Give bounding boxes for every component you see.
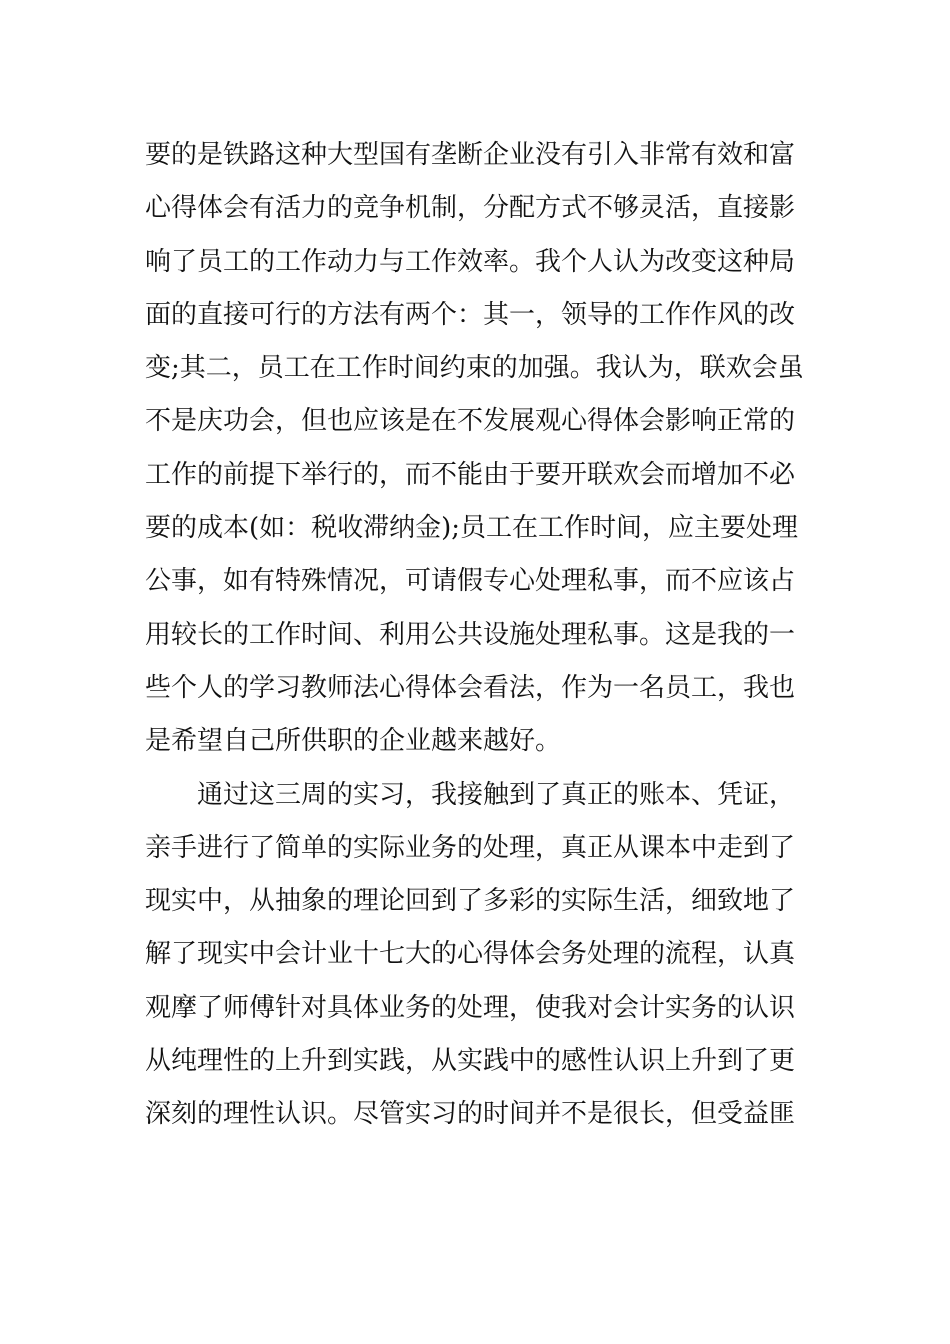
text-line: 从纯理性的上升到实践，从实践中的感性认识上升到了更 [145, 1046, 796, 1077]
text-line: 心得体会有活力的竞争机制，分配方式不够灵活，直接影 [145, 193, 796, 224]
text-line: 是希望自己所供职的企业越来越好。 [145, 726, 562, 757]
text-line: 公事，如有特殊情况，可请假专心处理私事，而不应该占 [145, 566, 796, 597]
text-line: 深刻的理性认识。尽管实习的时间并不是很长，但受益匪 [145, 1099, 796, 1130]
text-line: 通过这三周的实习，我接触到了真正的账本、凭证， [197, 779, 796, 810]
text-line: 用较长的工作时间、利用公共设施处理私事。这是我的一 [145, 619, 796, 650]
text-line: 要的成本(如：税收滞纳金);员工在工作时间，应主要处理 [145, 513, 799, 544]
text-line: 变;其二，员工在工作时间约束的加强。我认为，联欢会虽 [145, 353, 804, 384]
text-line: 解了现实中会计业十七大的心得体会务处理的流程，认真 [145, 939, 796, 970]
paragraph-1 [145, 129, 809, 769]
text-line: 响了员工的工作动力与工作效率。我个人认为改变这种局 [145, 246, 796, 277]
text-line: 面的直接可行的方法有两个：其一，领导的工作作风的改 [145, 299, 796, 330]
paragraph-2 [145, 769, 809, 1142]
text-line: 观摩了师傅针对具体业务的处理，使我对会计实务的认识 [145, 992, 796, 1023]
text-line: 要的是铁路这种大型国有垄断企业没有引入非常有效和富 [145, 140, 796, 170]
document-body [145, 129, 809, 1142]
text-line: 工作的前提下举行的，而不能由于要开联欢会而增加不必 [145, 459, 796, 490]
text-line: 些个人的学习教师法心得体会看法，作为一名员工，我也 [145, 672, 796, 703]
text-line: 现实中，从抽象的理论回到了多彩的实际生活，细致地了 [145, 886, 796, 917]
text-line: 不是庆功会，但也应该是在不发展观心得体会影响正常的 [145, 406, 796, 437]
text-line: 亲手进行了简单的实际业务的处理，真正从课本中走到了 [145, 832, 796, 863]
